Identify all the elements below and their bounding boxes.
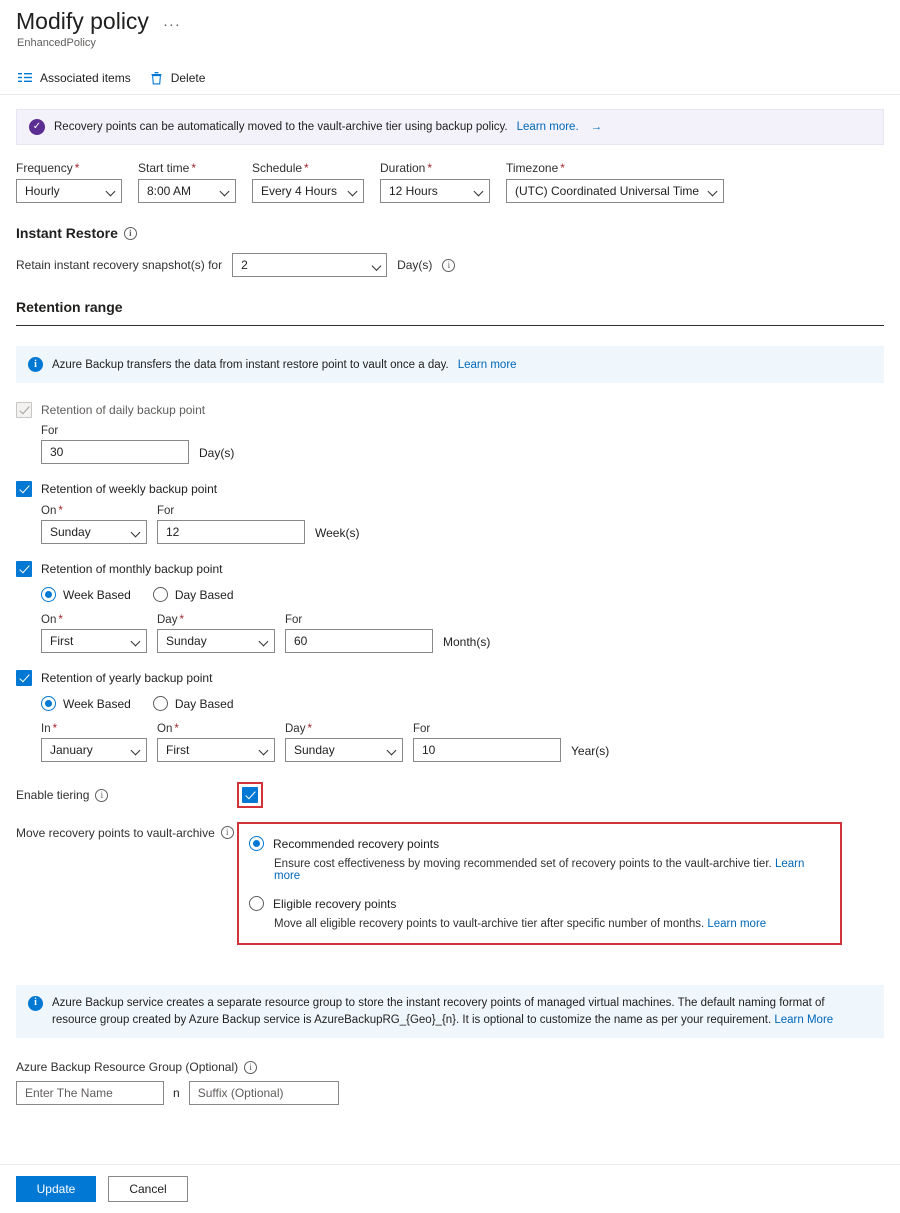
trash-icon (149, 70, 164, 85)
delete-button[interactable] (149, 70, 206, 85)
eligible-option-label: Eligible recovery points (273, 896, 397, 911)
yearly-retention-row[interactable] (16, 670, 884, 686)
weekly-retention-checkbox[interactable] (16, 481, 32, 497)
monthly-week-based-label: Week Based (63, 587, 131, 602)
page-header (0, 0, 900, 49)
weekly-retention-row[interactable] (16, 481, 884, 497)
daily-retention-days-input[interactable] (41, 440, 189, 464)
duration-select[interactable] (380, 179, 490, 203)
frequency-value: Hourly (25, 184, 60, 198)
monthly-for-field (285, 614, 433, 653)
instant-restore-row (16, 253, 884, 277)
start-time-field (138, 161, 236, 203)
eligible-option-main[interactable] (249, 896, 826, 911)
chevron-down-icon (260, 637, 268, 645)
instant-restore-heading (16, 225, 884, 241)
instant-restore-days-input[interactable] (232, 253, 387, 277)
daily-retention-fields (41, 425, 884, 464)
weekly-retention-label: Retention of weekly backup point (41, 482, 218, 496)
enable-tiering-row (16, 782, 884, 808)
weekly-retention-block (16, 481, 884, 544)
retention-info-banner (16, 346, 884, 383)
move-recovery-points-row (16, 822, 884, 945)
daily-retention-row (16, 402, 884, 418)
yearly-retention-block (16, 670, 884, 762)
chevron-down-icon (709, 187, 717, 195)
weekly-for-input[interactable] (157, 520, 305, 544)
monthly-day-based-label: Day Based (174, 587, 234, 602)
monthly-on-label: On * (41, 614, 63, 626)
resource-group-name-input[interactable] (16, 1081, 164, 1105)
monthly-day-based-radio[interactable] (153, 587, 234, 602)
monthly-for-label: For (285, 614, 303, 626)
resource-group-section (0, 1060, 900, 1105)
footer-actions (0, 1164, 900, 1213)
yearly-on-value: First (166, 743, 190, 757)
radio-selected-icon (41, 696, 56, 711)
yearly-day-based-label: Day Based (174, 696, 234, 711)
yearly-on-field (157, 723, 275, 762)
resource-group-row (16, 1081, 884, 1105)
weekly-for-label: For (157, 505, 175, 517)
monthly-retention-checkbox[interactable] (16, 561, 32, 577)
yearly-for-input[interactable] (413, 738, 561, 762)
monthly-day-select[interactable] (157, 629, 275, 653)
resource-group-label-wrap (16, 1060, 884, 1074)
associated-items-label: Associated items (40, 70, 131, 85)
info-icon[interactable]: i (244, 1061, 257, 1074)
enable-tiering-highlight (237, 782, 263, 808)
daily-retention-checkbox (16, 402, 32, 418)
duration-label: Duration * (380, 161, 433, 175)
schedule-value: Every 4 Hours (261, 184, 338, 198)
daily-retention-unit: Day(s) (199, 446, 235, 460)
form-content (0, 161, 900, 326)
yearly-in-value: January (50, 743, 93, 757)
yearly-day-field (285, 723, 403, 762)
yearly-in-label: In * (41, 723, 58, 735)
weekly-on-field (41, 505, 147, 544)
monthly-retention-block (16, 561, 884, 653)
timezone-label: Timezone * (506, 161, 565, 175)
vault-archive-banner-text: Recovery points can be automatically moved to the vault-archive tier using backup policy. (54, 121, 508, 133)
duration-value: 12 Hours (389, 184, 438, 198)
info-icon[interactable]: i (221, 826, 234, 839)
instant-restore-unit: Day(s) (397, 258, 433, 272)
frequency-field (16, 161, 122, 203)
yearly-day-value: Sunday (294, 743, 335, 757)
yearly-in-field (41, 723, 147, 762)
enable-tiering-label: Enable tiering (16, 788, 90, 802)
chevron-down-icon (107, 187, 115, 195)
yearly-week-based-label: Week Based (63, 696, 131, 711)
instant-restore-title: Instant Restore (16, 225, 118, 241)
move-recovery-points-label-wrap (16, 822, 237, 945)
delete-label: Delete (170, 70, 206, 85)
monthly-week-based-radio[interactable] (41, 587, 131, 602)
recommended-option-label: Recommended recovery points (273, 836, 440, 851)
monthly-on-field (41, 614, 147, 653)
move-recovery-points-label: Move recovery points to vault-archive (16, 826, 215, 840)
resource-group-separator: n (173, 1086, 180, 1101)
retention-info-learn-more-link[interactable]: Learn more (457, 358, 517, 371)
monthly-for-input[interactable] (285, 629, 433, 653)
yearly-week-based-radio[interactable] (41, 696, 131, 711)
list-icon (18, 70, 33, 85)
command-bar (0, 61, 900, 95)
info-icon[interactable]: i (442, 259, 455, 272)
weekly-fields-row (41, 505, 884, 544)
info-icon[interactable]: i (124, 227, 137, 240)
frequency-label: Frequency * (16, 161, 80, 175)
start-time-value: 8:00 AM (147, 184, 192, 198)
chevron-down-icon (132, 637, 140, 645)
info-icon[interactable]: i (95, 789, 108, 802)
eligible-recovery-points-option[interactable] (249, 896, 826, 930)
archive-badge-icon: ✓ (29, 119, 45, 135)
yearly-for-field (413, 723, 561, 762)
associated-items-button[interactable] (18, 70, 131, 85)
instant-restore-input-wrap (232, 253, 387, 277)
duration-field (380, 161, 490, 203)
enable-tiering-label-wrap (16, 788, 237, 802)
daily-for-label: For (41, 425, 59, 437)
monthly-day-label: Day * (157, 614, 184, 626)
resource-group-info-banner (16, 985, 884, 1038)
schedule-select[interactable] (252, 179, 364, 203)
radio-selected-icon (41, 587, 56, 602)
resource-group-suffix-input[interactable] (189, 1081, 339, 1105)
monthly-on-value: First (50, 634, 74, 648)
start-time-label: Start time * (138, 161, 197, 175)
enable-tiering-checkbox[interactable] (242, 787, 258, 803)
retention-info-text: Azure Backup transfers the data from instant restore point to vault once a day. (52, 358, 449, 371)
radio-selected-icon[interactable] (249, 836, 264, 851)
weekly-on-label: On * (41, 505, 63, 517)
chevron-down-icon (132, 746, 140, 754)
timezone-field (506, 161, 724, 203)
update-button[interactable]: Update (16, 1176, 96, 1202)
yearly-on-label: On * (157, 723, 179, 735)
monthly-retention-label: Retention of monthly backup point (41, 562, 223, 576)
radio-unselected-icon (153, 696, 168, 711)
start-time-select[interactable] (138, 179, 236, 203)
eligible-option-description: Move all eligible recovery points to vault-archive tier after specific number of months. Learn more (274, 918, 767, 930)
schedule-row (16, 161, 884, 203)
resource-group-info-text: Azure Backup service creates a separate resource group to store the instant recovery points of managed virtual machines. The default naming format of resource group created by Azure Backup service is AzureBackupRG_{Geo}_{n}. It is optional to customize the name as per your requirement. Learn More (52, 997, 834, 1026)
weekly-unit: Week(s) (315, 526, 360, 540)
yearly-unit: Year(s) (571, 744, 610, 758)
daily-retention-label: Retention of daily backup point (41, 403, 206, 417)
resource-group-learn-more-link[interactable]: Learn More (774, 1013, 834, 1026)
daily-for-row (41, 440, 884, 464)
frequency-select[interactable] (16, 179, 122, 203)
chevron-down-icon (388, 746, 396, 754)
yearly-in-select[interactable] (41, 738, 147, 762)
schedule-field (252, 161, 364, 203)
yearly-day-based-radio[interactable] (153, 696, 234, 711)
chevron-down-icon[interactable] (373, 261, 382, 270)
retention-range-heading: Retention range (16, 299, 123, 315)
weekly-for-field (157, 505, 305, 544)
divider (16, 325, 884, 326)
daily-retention-block (16, 402, 884, 464)
yearly-for-label: For (413, 723, 431, 735)
vault-archive-learn-more-link[interactable]: Learn more. (516, 121, 579, 133)
recommended-recovery-points-option[interactable] (249, 836, 826, 882)
timezone-value: (UTC) Coordinated Universal Time (515, 184, 700, 198)
yearly-mode-radiogroup (41, 696, 884, 711)
radio-unselected-icon[interactable] (249, 896, 264, 911)
page-title: Modify policy (16, 8, 149, 34)
yearly-retention-label: Retention of yearly backup point (41, 671, 213, 685)
yearly-day-select[interactable] (285, 738, 403, 762)
chevron-down-icon (475, 187, 483, 195)
monthly-fields-row (41, 614, 884, 653)
monthly-unit: Month(s) (443, 635, 491, 649)
weekly-on-select[interactable] (41, 520, 147, 544)
monthly-fields (41, 614, 884, 653)
arrow-right-icon[interactable]: → (590, 121, 603, 133)
recommended-option-main[interactable] (249, 836, 826, 851)
policy-name-subtitle: EnhancedPolicy (17, 37, 96, 49)
more-options-button[interactable]: ··· (162, 16, 181, 33)
recommended-option-description: Ensure cost effectiveness by moving recommended set of recovery points to the vault-archive tier. Learn more (274, 858, 805, 882)
recommended-learn-more-link[interactable]: Learn more (274, 858, 805, 882)
radio-unselected-icon (153, 587, 168, 602)
vault-archive-banner (16, 109, 884, 145)
info-icon: i (28, 996, 43, 1011)
weekly-on-value: Sunday (50, 525, 91, 539)
cancel-button[interactable]: Cancel (108, 1176, 188, 1202)
chevron-down-icon (132, 528, 140, 536)
timezone-select[interactable] (506, 179, 724, 203)
yearly-fields-row (41, 723, 884, 762)
retention-options (0, 402, 900, 945)
resource-group-label: Azure Backup Resource Group (Optional) (16, 1060, 239, 1075)
monthly-day-field (157, 614, 275, 653)
monthly-mode-radiogroup (41, 587, 884, 602)
chevron-down-icon (221, 187, 229, 195)
info-icon: i (28, 357, 43, 372)
chevron-down-icon (260, 746, 268, 754)
yearly-day-label: Day * (285, 723, 312, 735)
monthly-day-value: Sunday (166, 634, 207, 648)
yearly-on-select[interactable] (157, 738, 275, 762)
yearly-fields (41, 723, 884, 762)
chevron-down-icon (349, 187, 357, 195)
tiering-options-group (237, 822, 842, 945)
title-row (16, 8, 884, 35)
weekly-retention-fields (41, 505, 884, 544)
monthly-retention-row[interactable] (16, 561, 884, 577)
eligible-learn-more-link[interactable]: Learn more (707, 918, 767, 930)
instant-restore-label: Retain instant recovery snapshot(s) for (16, 258, 223, 272)
schedule-label: Schedule * (252, 161, 309, 175)
monthly-on-select[interactable] (41, 629, 147, 653)
yearly-retention-checkbox[interactable] (16, 670, 32, 686)
